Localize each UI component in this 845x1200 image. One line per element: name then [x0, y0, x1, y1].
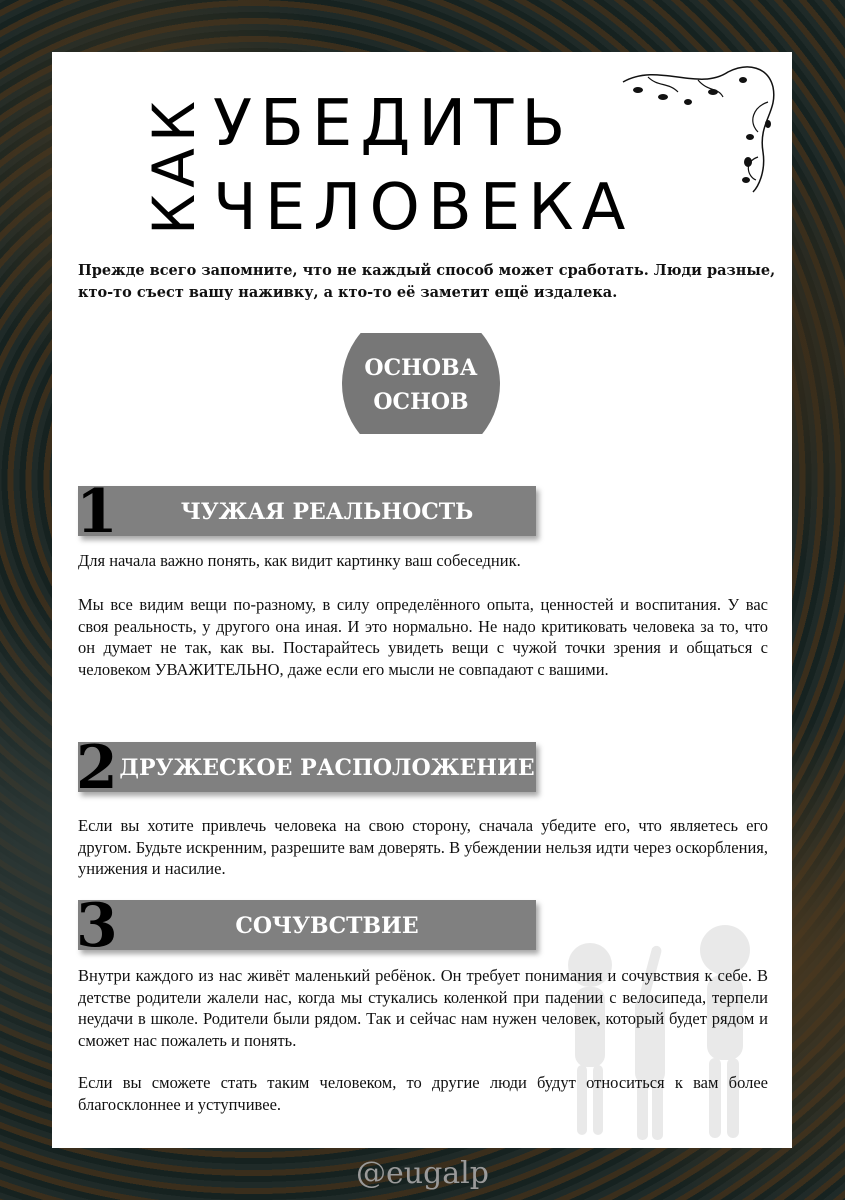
section-1-number: 1 [76, 477, 118, 547]
badge-line-2: ОСНОВ [373, 389, 469, 415]
author-handle: @eugalp [356, 1156, 489, 1191]
section-2-header [78, 742, 536, 792]
section-1-paragraph-2: Мы все видим вещи по-разному, в силу определённого опыта, ценностей и воспитания. У вас своя реальность, у другого она иная. И это нормально. Не надо критиковать человека за то, что он думает не так, как вы. Постарайтесь увидеть вещи с чужой точки зрения и общаться с человеком УВАЖИТЕЛЬНО, даже если его мысли не совпадают с вашими. [78, 595, 768, 679]
section-3-header [78, 900, 536, 950]
floral-ornament-icon [618, 62, 783, 197]
title-line-1: УБЕДИТЬ [213, 87, 574, 161]
section-3-title: СОЧУВСТВИЕ [235, 913, 419, 939]
badge-text [342, 351, 500, 419]
section-1-title: ЧУЖАЯ РЕАЛЬНОСТЬ [180, 499, 474, 525]
section-2-paragraph-1: Если вы хотите привлечь человека на свою сторону, сначала убедите его, что являетесь его другом. Будьте искренним, разрешите вам доверять. В убеждении нельзя идти через оскорбления, унижения и насилие. [78, 816, 768, 878]
section-3-number: 3 [76, 891, 118, 961]
section-1-paragraph-1: Для начала важно понять, как видит картинку ваш собеседник. [78, 551, 521, 570]
section-2-title: ДРУЖЕСКОЕ РАСПОЛОЖЕНИЕ [119, 755, 535, 781]
intro-text: Прежде всего запомните, что не каждый способ может сработать. Люди разные, кто-то съест вашу наживку, а кто-то её заметит ещё издалека. [78, 262, 776, 301]
section-2-number: 2 [76, 733, 118, 803]
badge-osnova-osnov [342, 333, 500, 434]
section-3-paragraph-1: Внутри каждого из нас живёт маленький ребёнок. Он требует понимания и сочувствия к себе. В детстве родители жалели нас, когда мы стукались коленкой при падении с велосипеда, терпели неудачи в школе. Родители были рядом. Так и сейчас нам нужен человек, который будет рядом и сможет нас пожалеть и понять. [78, 966, 768, 1050]
badge-line-1: ОСНОВА [364, 355, 478, 381]
title-vertical: КАК [140, 94, 208, 235]
section-3-paragraph-2: Если вы сможете стать таким человеком, то другие люди будут относиться к вам более благосклоннее и уступчивее. [78, 1073, 768, 1114]
section-1-header [78, 486, 536, 536]
title-line-2: ЧЕЛОВЕКА [213, 171, 634, 245]
